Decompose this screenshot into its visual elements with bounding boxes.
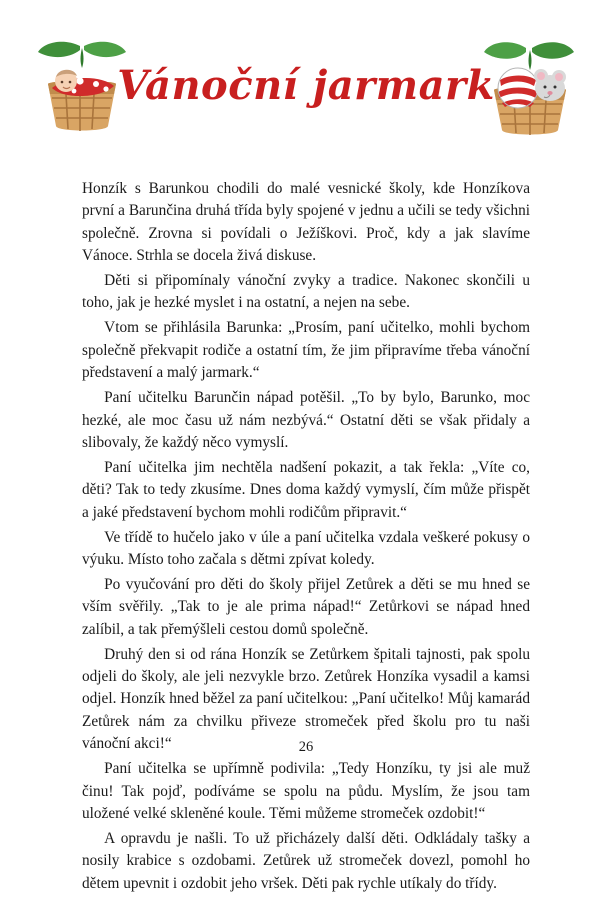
paragraph: Děti si připomínaly vánoční zvyky a tradice. Nakonec skončili u toho, jak je hezké myslet i na ostatní, a nejen na sebe. — [82, 272, 530, 312]
page-number: 26 — [298, 739, 314, 755]
story-body — [82, 178, 530, 898]
paragraph: Paní učitelku Barunčin nápad potěšil. „To by bylo, Barunko, moc hezké, ale moc času už nám nezbývá.“ Ostatní děti se však přidaly a slibovaly, že každý něco vymyslí. — [82, 389, 530, 451]
paragraph: Paní učitelka se upřímně podivila: „Tedy Honzíku, ty jsi ale muž činu! Tak pojď, podíváme se spolu na půdu. Myslím, že jsou tam uložené velké skleněné koule. Těmi můžeme stromeček ozdobit!“ — [82, 760, 530, 822]
paragraph: Vtom se přihlásila Barunka: „Prosím, paní učitelko, mohli bychom společně překvapit rodiče a ostatní tím, že jim připravíme třeba vánoční představení a malý jarmark.“ — [82, 319, 530, 382]
paragraph: Druhý den si od rána Honzík se Zetůrkem špitali tajnosti, pak spolu odjeli do školy, ale jeli nezvykle brzo. Zetůrek Honzíka vysadil a kamsi odjel. Honzík hned běžel za paní učitelkou: „Paní učitelko! Můj kamarád Zetůrek nám za chvilku přiveze stromeček před školu pro tu naši vánoční akci!“ — [82, 645, 530, 753]
paragraph: Ve třídě to hučelo jako v úle a paní učitelka vzdala veškeré pokusy o výuku. Místo toho začala s dětmi zpívat koledy. — [82, 528, 530, 568]
page-header — [0, 0, 612, 155]
paragraph: A opravdu je našli. To už přicházely další děti. Odkládaly tašky a nosily krabice s ozdobami. Zetůrek už stromeček dovezl, pomohl ho dětem upevnit i ozdobit jeho vršek. Děti pak rychle utíkaly do třídy. — [82, 829, 530, 892]
paragraph: Paní učitelka jim nechtěla nadšení pokazit, a tak řekla: „Víte co, děti? Tak to tedy zkusíme. Dnes doma každý vymyslí, čím může přispět a jaké představení bychom mohli rodičům připravit.“ — [82, 458, 530, 521]
paragraph: Honzík s Barunkou chodili do malé vesnické školy, kde Honzíkova první a Barunčina druhá třída byly spojené v jednu a učili se tedy všichni společně. Zrovna si povídali o Ježíškovi. Proč, kdy a jak slavíme Vánoce. Strhla se docela živá diskuse. — [82, 180, 530, 264]
page-title: Vánoční jarmark — [117, 62, 495, 109]
paragraph: Po vyučování pro děti do školy přijel Zetůrek a děti se mu hned se vším svěřily. „Tak to je ale prima nápad!“ Zetůrkovi se nápad hned zalíbil, a tak přemýšleli cestou domů společně. — [82, 576, 530, 638]
